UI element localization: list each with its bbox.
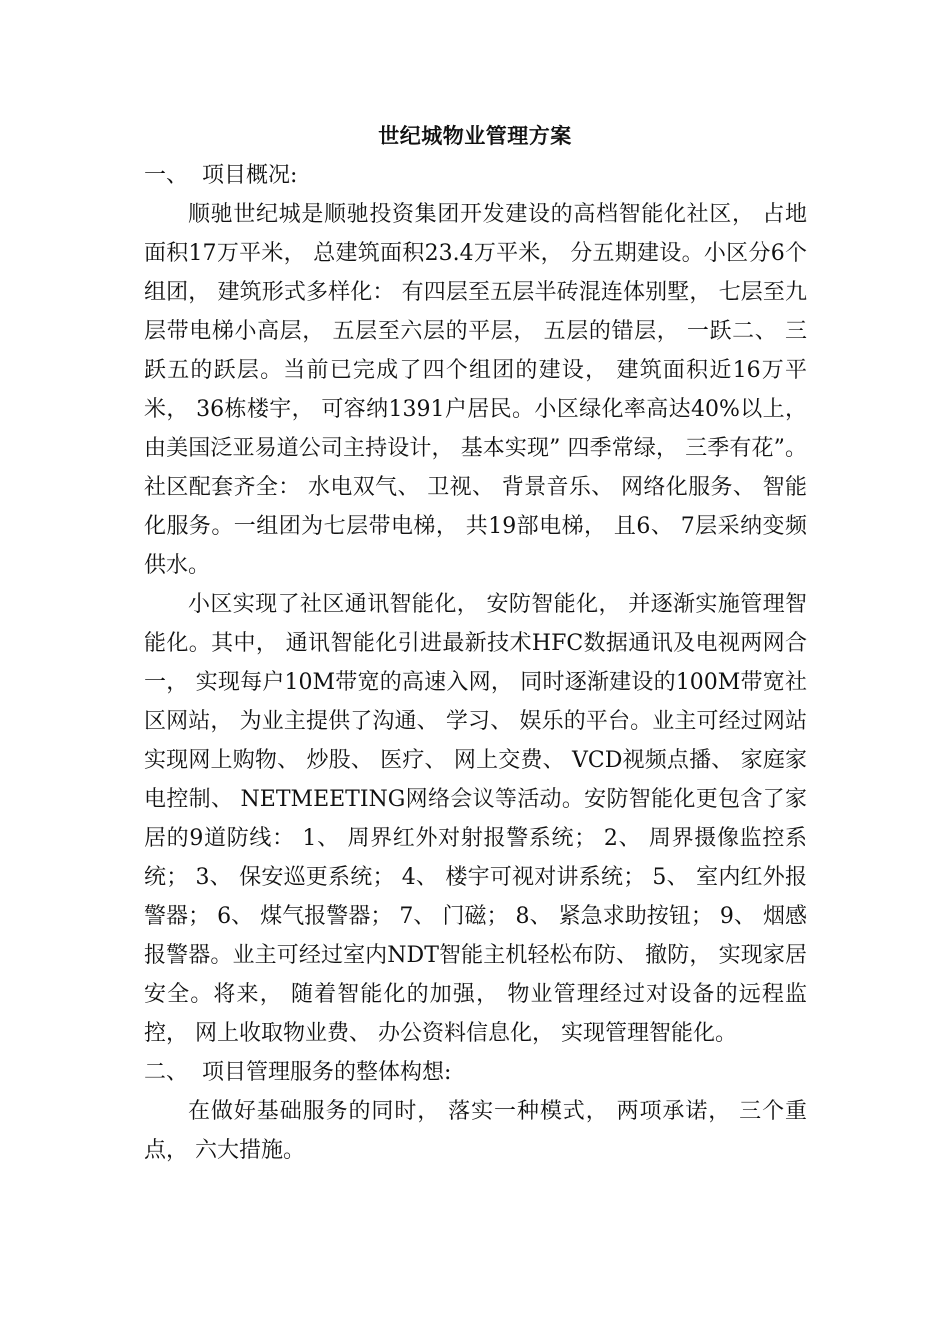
document-title: 世纪城物业管理方案 [378, 124, 572, 148]
paragraph-intelligent-features: 小区实现了社区通讯智能化， 安防智能化， 并逐渐实施管理智能化。其中， 通讯智能化引进最新技术HFC数据通讯及电视两网合一， 实现每户10M带宽的高速入网， 同时逐渐建设的100M带宽社区网站， 为业主提供了沟通、 学习、 娱乐的平台。业主可经过网站实现网上购物、 炒股、 医疗、 网上交费、 VCD视频点播、 家庭家电控制、 NETMEETING网络会议等活动。安防智能化更包含了家居的9道防线： 1、 周界红外对射报警系统； 2、 周界摄像监控系统； 3、 保安巡更系统； 4、 楼宇可视对讲系统； 5、 室内红外报警器； 6、 煤气报警器； 7、 门磁； 8、 紧急求助按钮； 9、 烟感报警器。业主可经过室内NDT智能主机轻松布防、 撤防， 实现家居安全。将来， 随着智能化的加强， 物业管理经过对设备的远程监控， 网上收取物业费、 办公资料信息化， 实现管理智能化。 [144, 592, 807, 1046]
paragraph-project-description: 顺驰世纪城是顺驰投资集团开发建设的高档智能化社区， 占地面积17万平米， 总建筑面积23.4万平米， 分五期建设。小区分6个组团， 建筑形式多样化： 有四层至五层半砖混连体别墅， 七层至九层带电梯小高层， 五层至六层的平层， 五层的错层， 一跃二、 三跃五的跃层。当前已完成了四个组团的建设， 建筑面积近16万平米， 36栋楼宇， 可容纳1391户居民。小区绿化率高达40%以上， 由美国泛亚易道公司主持设计， 基本实现” 四季常绿， 三季有花”。社区配套齐全： 水电双气、 卫视、 背景音乐、 网络化服务、 智能化服务。一组团为七层带电梯， 共19部电梯， 且6、 7层采纳变频供水。 [144, 202, 807, 578]
paragraph-service-summary: 在做好基础服务的同时， 落实一种模式， 两项承诺， 三个重点， 六大措施。 [144, 1099, 807, 1163]
document-body [144, 156, 807, 1170]
section-heading-overview: 一、 项目概况: [144, 163, 298, 188]
section-heading-service-concept: 二、 项目管理服务的整体构想: [144, 1060, 452, 1085]
